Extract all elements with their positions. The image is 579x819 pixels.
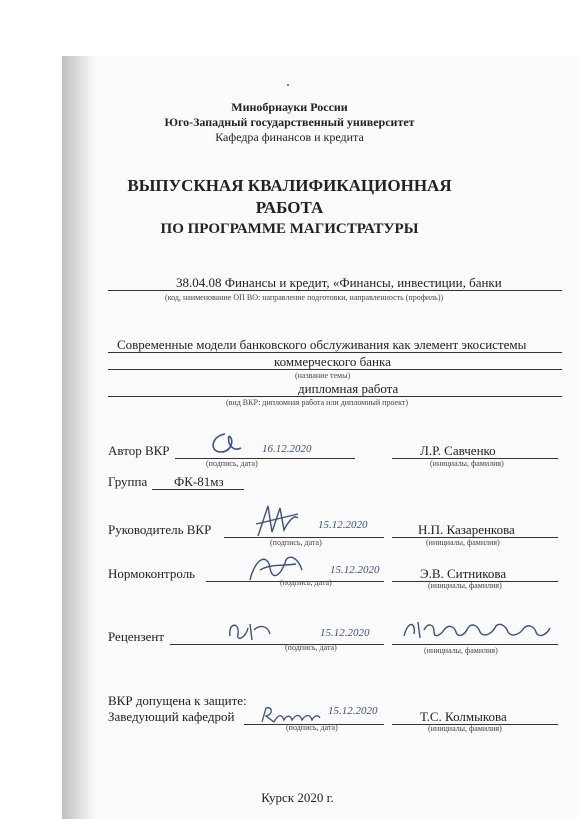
supervisor-name-caption: (инициалы, фамилия) [426,538,500,547]
admission-name: Т.С. Колмыкова [420,709,507,724]
normcontrol-label: Нормоконтроль [108,566,196,581]
author-sign-line [175,458,355,459]
department: Кафедра финансов и кредита [215,130,364,144]
work-type-value: дипломная работа [298,381,399,396]
author-signature [205,430,245,458]
program-value: 38.04.08 Финансы и кредит, «Финансы, инвестиции, банки [176,275,502,290]
group-label: Группа [108,474,148,489]
topic-line2: коммерческого банка [274,354,391,369]
ministry: Минобрнауки России [231,100,348,114]
author-date: 16.12.2020 [262,443,312,455]
scan-shadow [62,56,96,819]
supervisor-name: Н.П. Казаренкова [418,522,515,537]
title-line1: ВЫПУСКНАЯ КВАЛИФИКАЦИОННАЯ [127,176,452,195]
topic-underline2 [108,369,562,370]
university: Юго-Западный государственный университет [164,115,415,129]
supervisor-sign-caption: (подпись, дата) [270,538,322,547]
normcontrol-sign-caption: (подпись, дата) [280,578,332,587]
topic-underline1 [108,352,562,353]
group-value: ФК-81мз [174,474,224,489]
city-year: Курск 2020 г. [261,790,334,805]
supervisor-label: Руководитель ВКР [108,522,212,537]
supervisor-signature [252,502,302,540]
normcontrol-date: 15.12.2020 [330,564,380,576]
topic-line1: Современные модели банковского обслуживания как элемент экосистемы [117,337,527,352]
topic-caption: (название темы) [295,371,351,380]
admission-line1: ВКР допущена к защите: [108,693,247,708]
program-caption: (код, наименование ОП ВО: направление подготовки, направленность (профиль)) [165,293,444,302]
admission-label: Заведующий кафедрой [108,709,235,724]
reviewer-label: Рецензент [108,629,165,644]
title-line2: РАБОТА [255,198,324,217]
author-name-caption: (инициалы, фамилия) [430,459,504,468]
reviewer-name-line [392,644,558,645]
admission-date: 15.12.2020 [328,705,378,717]
program-underline [108,290,562,291]
author-label: Автор ВКР [108,443,170,458]
normcontrol-name-caption: (инициалы, фамилия) [428,581,502,590]
scan-speck [287,84,289,86]
author-name: Л.Р. Савченко [420,443,496,458]
work-type-underline [108,396,562,397]
reviewer-sign-caption: (подпись, дата) [285,643,337,652]
normcontrol-name: Э.В. Ситникова [420,566,507,581]
reviewer-name-handwritten [400,616,554,644]
reviewer-sign-line [170,644,384,645]
author-sign-caption: (подпись, дата) [206,459,258,468]
reviewer-signature [224,616,274,646]
reviewer-date: 15.12.2020 [320,627,370,639]
work-type-caption: (вид ВКР: дипломная работа или дипломный проект) [226,398,409,407]
reviewer-name-caption: (инициалы, фамилия) [424,646,498,655]
admission-sign-caption: (подпись, дата) [286,723,338,732]
supervisor-date: 15.12.2020 [318,519,368,531]
title-line3: ПО ПРОГРАММЕ МАГИСТРАТУРЫ [160,221,419,237]
admission-name-caption: (инициалы, фамилия) [428,724,502,733]
